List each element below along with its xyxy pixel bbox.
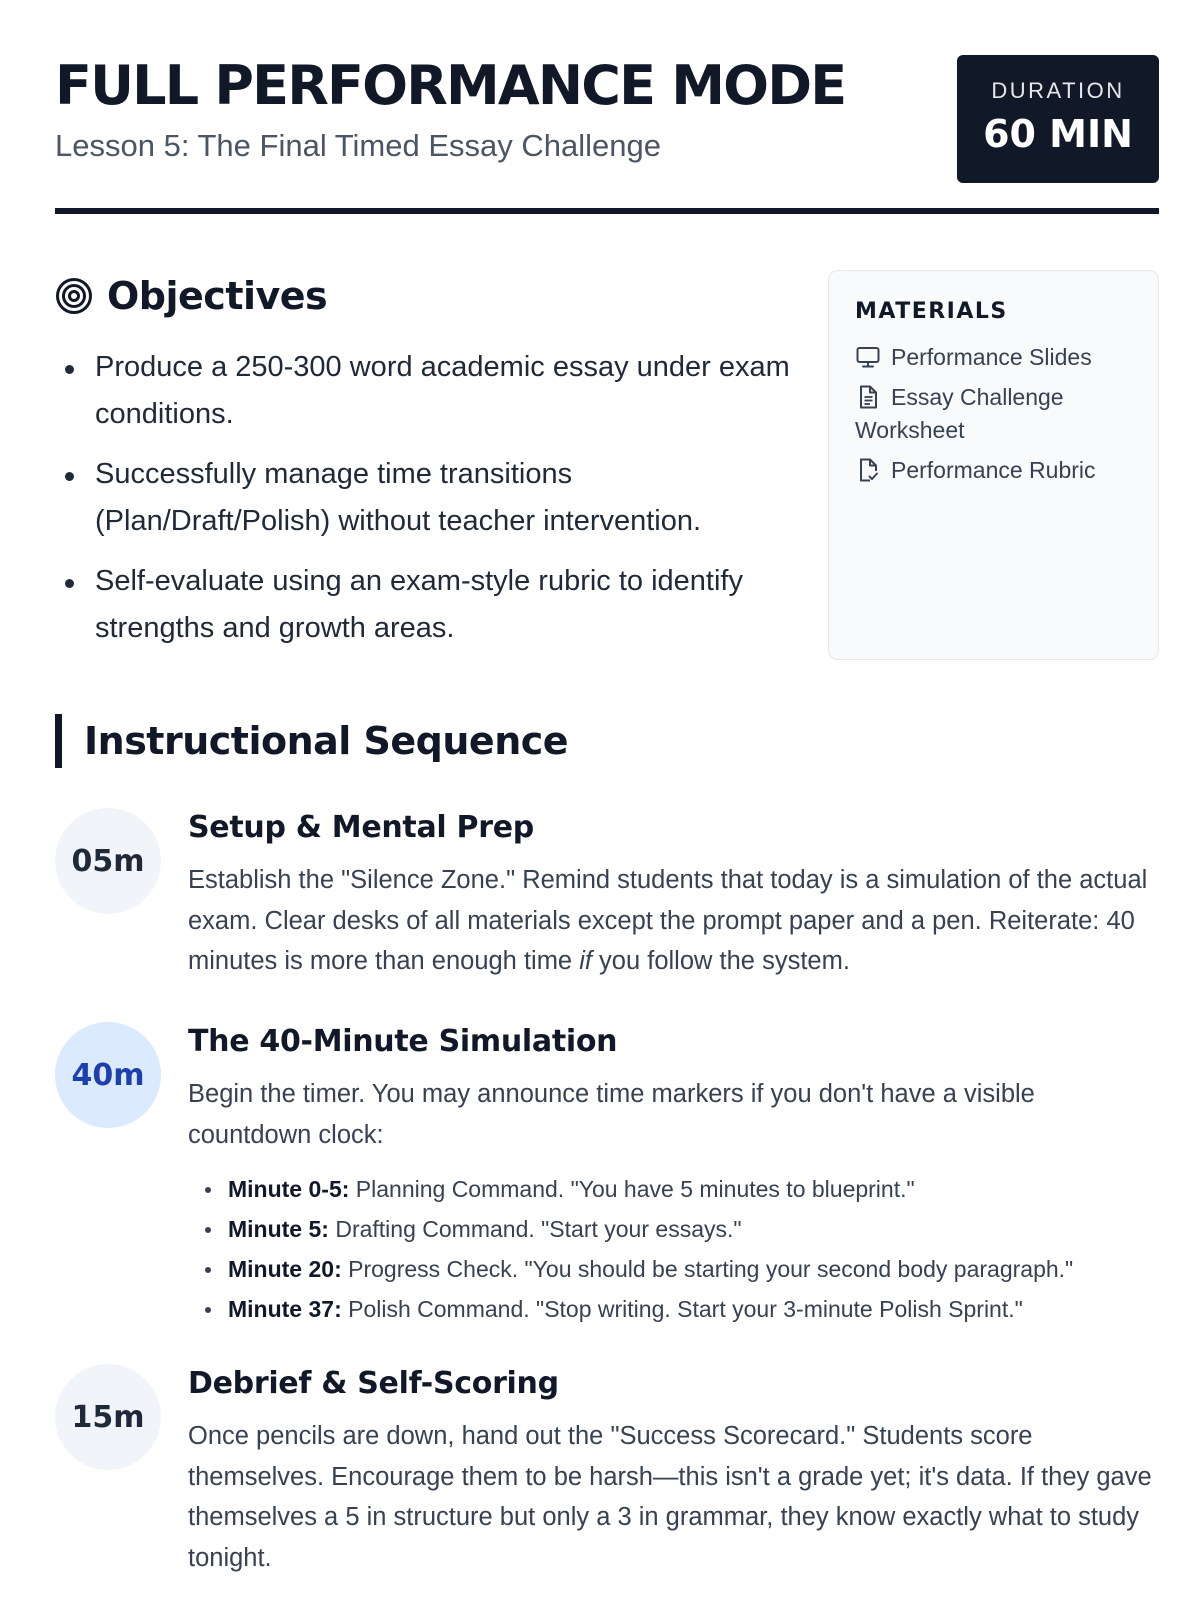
objectives-section (55, 270, 795, 665)
step-text-part: you follow the system. (591, 947, 850, 975)
objective-item: Successfully manage time transitions (Plan/Draft/Polish) without teacher intervention. (55, 451, 795, 545)
step-description: Once pencils are down, hand out the "Success Scorecard." Students score themselves. Encourage them to be harsh—this isn't a grade yet; it's data. If they gave themselves a 5 in structure but only a 3 in grammar, they know exactly what to study tonight. (188, 1422, 1152, 1572)
monitor-icon (855, 344, 881, 370)
material-label: Performance Rubric (891, 457, 1096, 483)
page-title: FULL PERFORMANCE MODE (55, 54, 846, 117)
time-marker-item (188, 1209, 1158, 1249)
lesson-page (55, 0, 1159, 1600)
sequence-heading (55, 714, 568, 768)
step-body (188, 1022, 1158, 1329)
marker-text: Polish Command. "Stop writing. Start your 3-minute Polish Sprint." (341, 1296, 1023, 1322)
time-marker-item (188, 1169, 1158, 1209)
step-title: Debrief & Self-Scoring (188, 1366, 559, 1401)
marker-label: Minute 5: (228, 1216, 329, 1242)
marker-label: Minute 20: (228, 1256, 342, 1282)
materials-title: MATERIALS (855, 299, 1008, 324)
material-item-worksheet[interactable] (855, 381, 1132, 447)
step-description (188, 860, 1158, 982)
time-marker-item (188, 1289, 1158, 1329)
duration-label: DURATION (991, 78, 1125, 103)
step-description: Begin the timer. You may announce time markers if you don't have a visible countdown clock: (188, 1080, 1035, 1149)
file-check-icon (855, 457, 881, 483)
duration-value: 60 MIN (983, 112, 1133, 156)
step-text-emphasis: if (579, 947, 592, 975)
step-title: The 40-Minute Simulation (188, 1024, 618, 1059)
marker-text: Planning Command. "You have 5 minutes to blueprint." (349, 1176, 915, 1202)
material-item-slides[interactable] (855, 341, 1132, 374)
step-time-badge: 05m (55, 808, 161, 914)
objective-list (55, 344, 795, 652)
duration-badge (957, 55, 1159, 183)
marker-text: Progress Check. "You should be starting your second body paragraph." (341, 1256, 1074, 1282)
step-time-badge: 15m (55, 1364, 161, 1470)
objective-item: Self-evaluate using an exam-style rubric to identify strengths and growth areas. (55, 558, 795, 652)
step-time-badge: 40m (55, 1022, 161, 1128)
header-divider (55, 208, 1159, 214)
time-marker-item (188, 1249, 1158, 1289)
objectives-title: Objectives (107, 274, 328, 318)
marker-label: Minute 37: (228, 1296, 342, 1322)
step-body (188, 808, 1158, 982)
document-icon (855, 384, 881, 410)
material-label: Performance Slides (891, 344, 1092, 370)
lesson-subtitle: Lesson 5: The Final Timed Essay Challenge (55, 128, 661, 163)
marker-text: Drafting Command. "Start your essays." (328, 1216, 742, 1242)
time-marker-list (188, 1169, 1158, 1329)
objective-item: Produce a 250-300 word academic essay under exam conditions. (55, 344, 795, 438)
material-item-rubric[interactable] (855, 454, 1132, 487)
lesson-header (55, 52, 1159, 217)
step-body (188, 1364, 1158, 1578)
materials-card (828, 270, 1159, 660)
material-label: Essay Challenge Worksheet (855, 384, 1064, 443)
step-text-part: Establish the "Silence Zone." Remind students that today is a simulation of the actual exam. Clear desks of all materials except the prompt paper and a pen. Reiterate: 40 minutes is more than enough time (188, 866, 1148, 975)
step-title: Setup & Mental Prep (188, 810, 534, 845)
marker-label: Minute 0-5: (228, 1176, 350, 1202)
sequence-title: Instructional Sequence (84, 719, 569, 763)
target-icon (55, 277, 93, 315)
objectives-heading (55, 270, 795, 322)
